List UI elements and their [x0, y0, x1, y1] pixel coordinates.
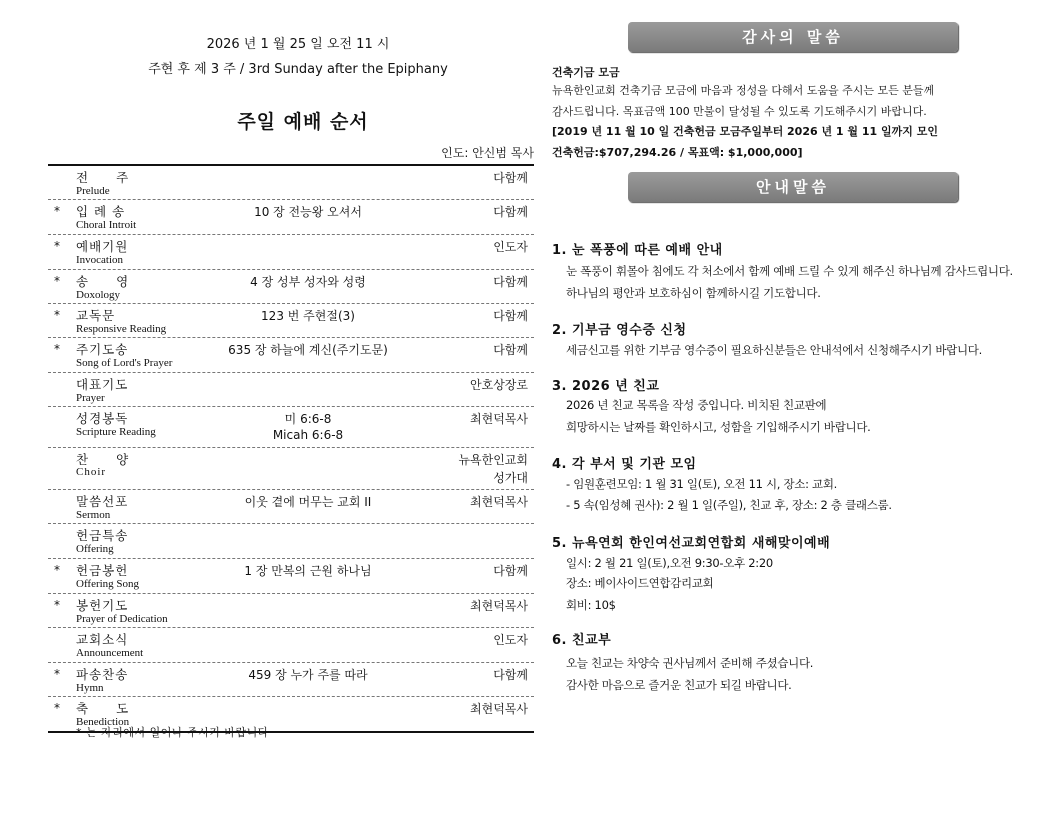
- order-item-ko: 헌금특송: [76, 528, 129, 543]
- order-item-person: 뉴욕한인교회: [458, 453, 528, 467]
- order-item-person: 최현덕목사: [470, 412, 528, 426]
- order-item-detail: 635 장 하늘에 계신(주기도문): [228, 343, 388, 357]
- order-item-ko: 입 례 송: [76, 204, 126, 219]
- notice-line: 일시: 2 월 21 일(토),오전 9:30-오후 2:20: [566, 556, 773, 570]
- notice-title: 5. 뉴욕연회 한인여선교회연합회 새해맞이예배: [552, 536, 831, 551]
- notice-line: - 5 속(임성혜 권사): 2 월 1 일(주일), 친교 후, 장소: 2 층 클래스룸.: [566, 498, 892, 512]
- order-item-en: Prayer: [76, 392, 105, 404]
- standing-note: * 는 자리에서 일어나 주시기 바랍니다: [76, 726, 269, 739]
- order-item-detail: 123 번 주현절(3): [261, 309, 355, 323]
- thanks-fund-line: [2019 년 11 월 10 일 건축헌금 모금주일부터 2026 년 1 월 11 일까지 모인: [552, 125, 938, 138]
- notice-title: 6. 친교부: [552, 633, 612, 648]
- order-row: [48, 373, 534, 407]
- stand-marker: *: [54, 667, 60, 681]
- thanks-banner: 감사의 말씀: [628, 22, 958, 52]
- order-item-person: 최현덕목사: [470, 599, 528, 613]
- stand-marker: *: [54, 239, 60, 253]
- notice-title: 2. 기부금 영수증 신청: [552, 323, 687, 338]
- notice-line: 오늘 친교는 차양숙 권사님께서 준비해 주셨습니다.: [566, 656, 814, 670]
- page-title: 주일 예배 순서: [237, 111, 369, 133]
- order-item-ko: 예배기원: [76, 239, 129, 254]
- thanks-body-line: 뉴욕한인교회 건축기금 모금에 마음과 정성을 다해서 도움을 주시는 모든 분들께: [552, 84, 935, 97]
- order-row: [48, 338, 534, 373]
- order-item-en: Benediction: [76, 716, 130, 728]
- order-item-en: Prelude: [76, 185, 110, 197]
- order-item-detail: 미 6:6-8: [284, 412, 332, 426]
- order-item-ko: 송 영: [76, 274, 130, 289]
- order-item-person: 다함께: [493, 275, 528, 289]
- order-item-en: Scripture Reading: [76, 426, 156, 438]
- liturgical-sunday: 주현 후 제 3 주 / 3rd Sunday after the Epiphany: [148, 62, 448, 77]
- notice-title: 3. 2026 년 친교: [552, 379, 660, 394]
- order-item-person: 다함께: [493, 171, 528, 185]
- order-row: [48, 200, 534, 235]
- order-item-person: 최현덕목사: [470, 495, 528, 509]
- stand-marker: *: [54, 308, 60, 322]
- order-item-en: Invocation: [76, 254, 124, 266]
- order-item-ko: 헌금봉헌: [76, 563, 129, 578]
- notice-line: 감사한 마음으로 즐거운 친교가 되길 바랍니다.: [566, 678, 792, 692]
- stand-marker: *: [54, 204, 60, 218]
- notice-title: 4. 각 부서 및 기관 모임: [552, 457, 697, 472]
- thanks-fund-line: 건축헌금:$707,294.26 / 목표액: $1,000,000]: [552, 146, 803, 159]
- order-table: [48, 164, 534, 733]
- notice-line: - 임원훈련모임: 1 월 31 일(토), 오전 11 시, 장소: 교회.: [566, 477, 838, 491]
- thanks-title: 건축기금 모금: [552, 66, 620, 79]
- stand-marker: *: [54, 598, 60, 612]
- order-item-ko: 말씀선포: [76, 494, 129, 509]
- order-item-person: 다함께: [493, 564, 528, 578]
- notice-line: 회비: 10$: [566, 598, 616, 612]
- order-item-person: 인도자: [493, 633, 528, 647]
- order-item-person: 다함께: [493, 668, 528, 682]
- thanks-fund-summary: [552, 121, 1042, 163]
- order-item-ko: 파송찬송: [76, 667, 129, 682]
- order-item-detail: 459 장 누가 주를 따라: [248, 668, 368, 682]
- order-item-person: 최현덕목사: [470, 702, 528, 716]
- order-row: [48, 628, 534, 663]
- order-item-person: 다함께: [493, 205, 528, 219]
- order-item-en: Offering Song: [76, 578, 140, 590]
- order-item-en: Hymn: [76, 682, 104, 694]
- order-item-en: Offering: [76, 543, 114, 555]
- order-item-ko: 성경봉독: [76, 411, 129, 426]
- order-item-en: Sermon: [76, 509, 111, 521]
- order-item-en: Doxology: [76, 289, 120, 301]
- order-item-person: 인도자: [493, 240, 528, 254]
- order-item-en: Prayer of Dedication: [76, 613, 168, 625]
- notice-line: 장소: 베이사이드연합감리교회: [566, 576, 714, 590]
- notice-title: 1. 눈 폭풍에 따른 예배 안내: [552, 243, 723, 258]
- notice-line: 희망하시는 날짜를 확인하시고, 성함을 기입해주시기 바랍니다.: [566, 420, 871, 434]
- order-item-detail: 4 장 성부 성자와 성령: [250, 275, 366, 289]
- order-item-ko: 찬 양: [76, 452, 130, 467]
- order-item-en: Choir: [76, 466, 107, 478]
- notices-banner: 안내말씀: [628, 172, 958, 202]
- order-item-detail-en: Micah 6:6-8: [272, 428, 344, 442]
- order-row: [48, 235, 534, 270]
- order-item-person: 안호상장로: [470, 378, 528, 392]
- notice-line: 하나님의 평안과 보호하심이 함께하시길 기도합니다.: [566, 286, 821, 300]
- order-item-ko: 교회소식: [76, 632, 129, 647]
- notice-line: 2026 년 친교 목록을 작성 중입니다. 비치된 친교판에: [566, 398, 827, 412]
- stand-marker: *: [54, 342, 60, 356]
- thanks-body-line: 감사드립니다. 목표금액 100 만불이 달성될 수 있도록 기도해주시기 바랍니다.: [552, 105, 927, 118]
- order-item-ko: 봉헌기도: [76, 598, 129, 613]
- order-row: [48, 304, 534, 338]
- service-leader: 인도: 안신범 목사: [441, 146, 534, 160]
- order-item-detail: 10 장 전능왕 오셔서: [254, 205, 362, 219]
- order-row: [48, 594, 534, 628]
- order-row: [48, 490, 534, 524]
- order-item-person: 다함께: [493, 309, 528, 323]
- order-item-ko: 축 도: [76, 701, 130, 716]
- order-row: [48, 448, 534, 490]
- notice-line: 세금신고를 위한 기부금 영수증이 필요하신분들은 안내석에서 신청해주시기 바랍니다.: [566, 343, 982, 357]
- order-item-ko: 주기도송: [76, 342, 129, 357]
- order-row: [48, 663, 534, 697]
- service-date: 2026 년 1 월 25 일 오전 11 시: [206, 37, 390, 52]
- notice-line: 눈 폭풍이 휘몰아 침에도 각 처소에서 함께 예배 드릴 수 있게 해주신 하나님께 감사드립니다.: [566, 264, 1013, 278]
- order-item-en: Announcement: [76, 647, 144, 659]
- order-item-en: Responsive Reading: [76, 323, 167, 335]
- order-item-person-2: 성가대: [493, 471, 528, 485]
- thanks-body: [552, 80, 1042, 122]
- order-item-detail: 이웃 곁에 머무는 교회 II: [244, 495, 372, 509]
- order-item-ko: 전 주: [76, 170, 130, 185]
- order-row: [48, 166, 534, 200]
- stand-marker: *: [54, 701, 60, 715]
- order-item-ko: 대표기도: [76, 377, 129, 392]
- order-item-en: Song of Lord's Prayer: [76, 357, 173, 369]
- stand-marker: *: [54, 563, 60, 577]
- order-item-en: Choral Introit: [76, 219, 137, 231]
- order-item-person: 다함께: [493, 343, 528, 357]
- order-row: [48, 407, 534, 448]
- stand-marker: *: [54, 274, 60, 288]
- order-row: [48, 524, 534, 559]
- order-row: [48, 559, 534, 594]
- order-item-detail: 1 장 만복의 근원 하나님: [244, 564, 372, 578]
- order-row: [48, 270, 534, 304]
- order-item-ko: 교독문: [76, 308, 116, 323]
